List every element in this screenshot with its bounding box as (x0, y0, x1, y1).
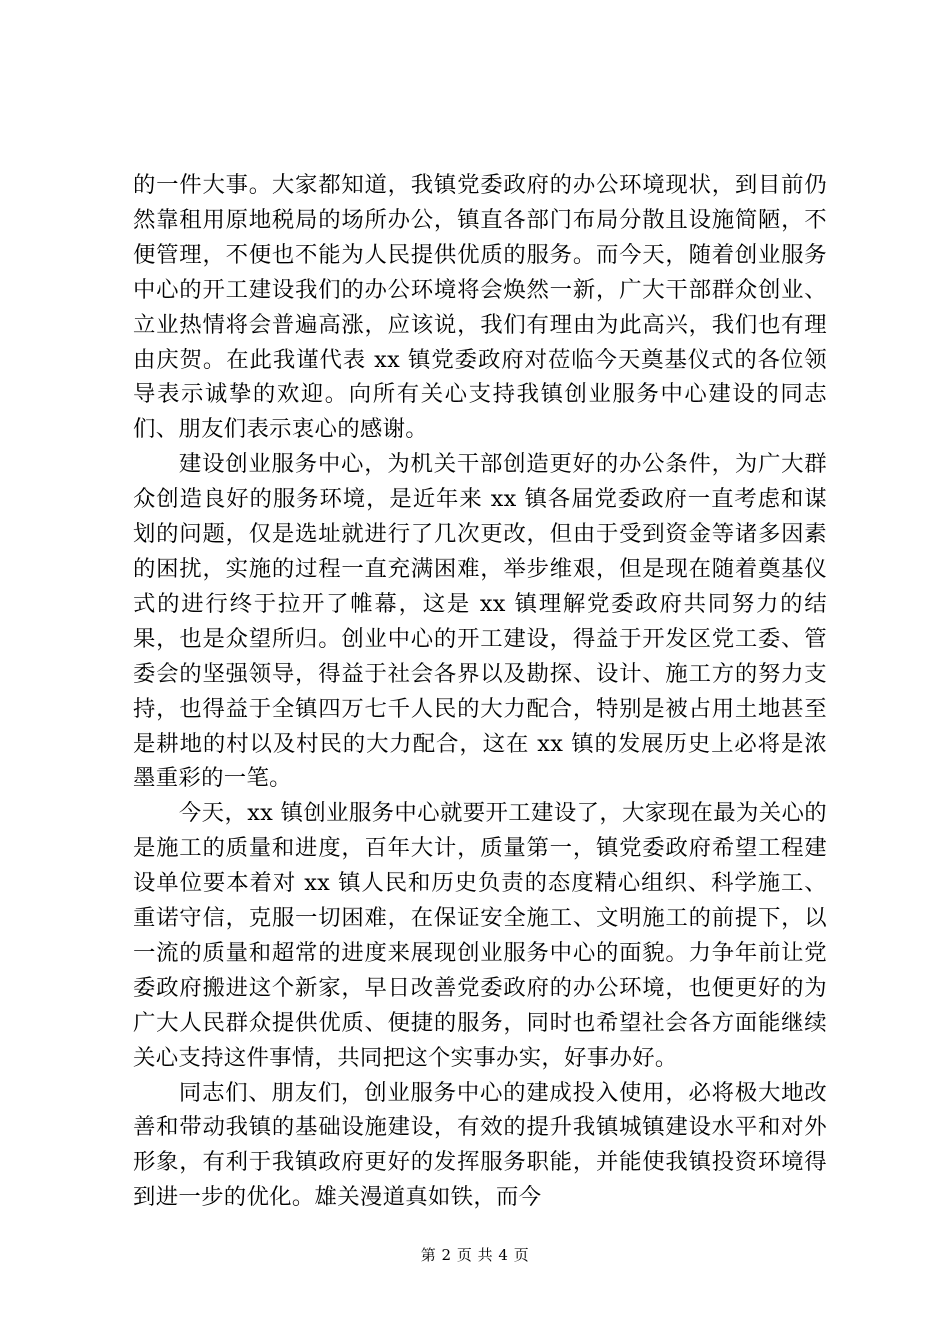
paragraph: 同志们、朋友们，创业服务中心的建成投入使用，必将极大地改善和带动我镇的基础设施建设，有效的提升我镇城镇建设水平和对外形象，有利于我镇政府更好的发挥服务职能，并能使我镇投资环境得到进一步的优化。雄关漫道真如铁，而今 (133, 1079, 827, 1211)
paragraph: 今天，xx 镇创业服务中心就要开工建设了，大家现在最为关心的是施工的质量和进度，百年大计，质量第一，镇党委政府希望工程建设单位要本着对 xx 镇人民和历史负责的态度精心组织、科学施工、重诺守信，克服一切困难，在保证安全施工、文明施工的前提下，以一流的质量和超常的进度来展现创业服务中心的面貌。力争年前让党委政府搬进这个新家，早日改善党委政府的办公环境，也便更好的为广大人民群众提供优质、便捷的服务，同时也希望社会各方面能继续关心支持这件事情，共同把这个实事办实，好事办好。 (133, 800, 827, 1071)
paragraph: 建设创业服务中心，为机关干部创造更好的办公条件，为广大群众创造良好的服务环境，是近年来 xx 镇各届党委政府一直考虑和谋划的问题，仅是选址就进行了几次更改，但由于受到资金等诸多因素的困扰，实施的过程一直充满困难，举步维艰，但是现在随着奠基仪式的进行终于拉开了帷幕，这是 xx 镇理解党委政府共同努力的结果，也是众望所归。创业中心的开工建设，得益于开发区党工委、管委会的坚强领导，得益于社会各界以及勘探、设计、施工方的努力支持，也得益于全镇四万七千人民的大力配合，特别是被占用土地甚至是耕地的村以及村民的大力配合，这在 xx 镇的发展历史上必将是浓墨重彩的一笔。 (133, 451, 827, 792)
paragraph-continued: 的一件大事。大家都知道，我镇党委政府的办公环境现状，到目前仍然靠租用原地税局的场所办公，镇直各部门布局分散且设施简陋，不便管理，不便也不能为人民提供优质的服务。而今天，随着创业服务中心的开工建设我们的办公环境将会焕然一新，广大干部群众创业、立业热情将会普遍高涨，应该说，我们有理由为此高兴，我们也有理由庆贺。在此我谨代表 xx 镇党委政府对莅临今天奠基仪式的各位领导表示诚挚的欢迎。向所有关心支持我镇创业服务中心建设的同志们、朋友们表示衷心的感谢。 (133, 172, 827, 443)
document-body (133, 168, 827, 1215)
page-footer: 第 2 页 共 4 页 (420, 1246, 530, 1264)
